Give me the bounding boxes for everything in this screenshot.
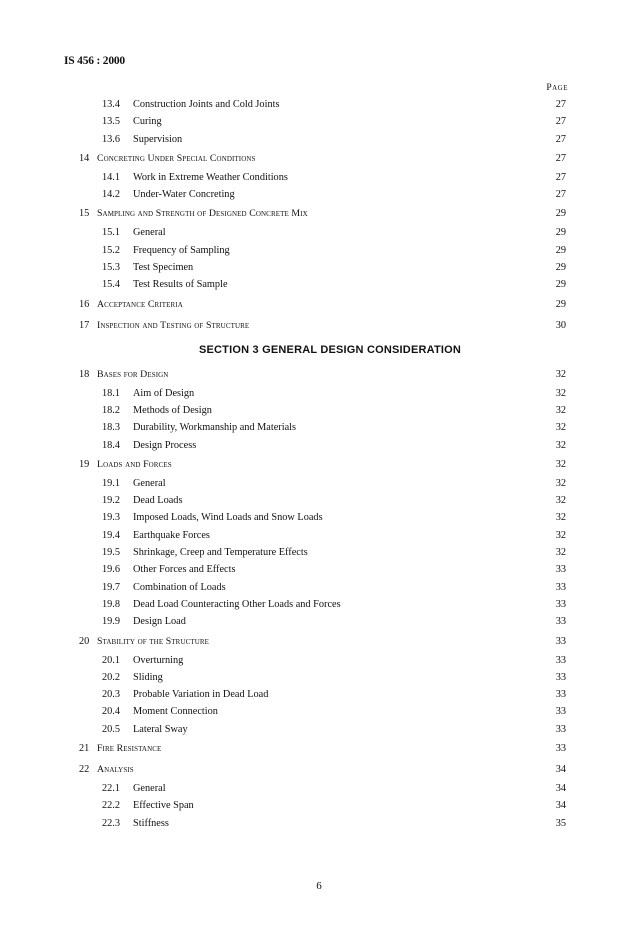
toc-title: Other Forces and Effects xyxy=(133,564,236,576)
toc-title: Test Results of Sample xyxy=(133,279,228,291)
toc-title: Lateral Sway xyxy=(133,723,188,735)
toc-title: Moment Connection xyxy=(133,706,218,718)
toc-subclause[interactable] xyxy=(64,131,566,148)
toc-title: Supervision xyxy=(133,133,183,145)
toc-page: 27 xyxy=(555,99,566,110)
toc-page: 33 xyxy=(555,616,566,628)
toc-subclause[interactable] xyxy=(64,544,566,561)
toc-title: Sampling and Strength of Designed Concrete Mix xyxy=(97,208,308,220)
toc-num: 21 xyxy=(79,743,90,755)
toc-subclause[interactable] xyxy=(64,492,566,509)
toc-title: Combination of Loads xyxy=(133,581,226,593)
toc-page: 32 xyxy=(555,477,566,489)
toc-title: Imposed Loads, Wind Loads and Snow Loads xyxy=(133,512,323,524)
toc-title: Concreting Under Special Conditions xyxy=(97,152,256,164)
toc-page: 27 xyxy=(555,116,566,128)
toc-num: 22.1 xyxy=(102,783,121,795)
toc-clause[interactable] xyxy=(64,315,566,336)
toc-num: 14 xyxy=(79,152,90,164)
toc-title: Test Specimen xyxy=(133,262,194,274)
toc-title: Durability, Workmanship and Materials xyxy=(133,422,297,434)
toc-page: 29 xyxy=(555,279,566,291)
toc-subclause[interactable] xyxy=(64,509,566,526)
toc-subclause[interactable] xyxy=(64,96,566,113)
toc-subclause[interactable] xyxy=(64,596,566,613)
section-heading: SECTION 3 GENERAL DESIGN CONSIDERATION xyxy=(198,343,462,356)
toc-title: Fire Resistance xyxy=(97,743,162,755)
toc-page: 34 xyxy=(555,800,566,812)
toc-clause[interactable] xyxy=(64,364,566,385)
toc-num: 22.3 xyxy=(102,817,121,829)
toc-clause[interactable] xyxy=(64,294,566,315)
toc-clause[interactable] xyxy=(64,738,566,759)
toc-subclause[interactable] xyxy=(64,276,566,293)
toc-title: Effective Span xyxy=(133,800,194,812)
toc-subclause[interactable] xyxy=(64,815,566,832)
toc-page: 32 xyxy=(555,547,566,559)
toc-page: 30 xyxy=(555,319,566,331)
toc-page: 33 xyxy=(555,723,566,735)
toc-page: 29 xyxy=(555,298,566,310)
toc-subclause[interactable] xyxy=(64,686,566,703)
toc-num: 16 xyxy=(79,298,90,310)
toc-subclause[interactable] xyxy=(64,224,566,241)
toc-subclause[interactable] xyxy=(64,437,566,454)
toc-page: 33 xyxy=(555,598,566,610)
toc-subclause[interactable] xyxy=(64,561,566,578)
toc-page: 27 xyxy=(555,171,566,183)
toc-num: 22.2 xyxy=(102,800,121,812)
toc-num: 19.4 xyxy=(102,529,121,541)
toc-title: Aim of Design xyxy=(133,387,195,399)
toc-num: 14.2 xyxy=(102,189,121,201)
toc-subclause[interactable] xyxy=(64,242,566,259)
toc-num: 18.1 xyxy=(102,387,121,399)
toc-num: 13.6 xyxy=(102,133,121,145)
toc-subclause[interactable] xyxy=(64,579,566,596)
toc-title: Curing xyxy=(133,116,162,128)
toc-num: 18.3 xyxy=(102,422,121,434)
toc-num: 20.5 xyxy=(102,723,121,735)
toc-subclause[interactable] xyxy=(64,475,566,492)
toc-title: Analysis xyxy=(97,764,134,776)
toc-page: 27 xyxy=(555,133,566,145)
toc-subclause[interactable] xyxy=(64,169,566,186)
toc-num: 19.8 xyxy=(102,598,121,610)
toc-num: 19.1 xyxy=(102,477,121,489)
toc-page: 29 xyxy=(555,244,566,256)
toc-num: 15.1 xyxy=(102,227,121,239)
toc-page: 34 xyxy=(555,783,566,795)
toc-page: 32 xyxy=(555,458,566,470)
toc-title: General xyxy=(133,477,166,489)
toc-title: Design Load xyxy=(133,616,186,628)
toc-num: 17 xyxy=(79,319,90,331)
toc-clause[interactable] xyxy=(64,203,566,224)
toc-num: 15.3 xyxy=(102,262,121,274)
toc-num: 15.2 xyxy=(102,244,121,256)
toc-page: 32 xyxy=(555,439,566,451)
toc-num: 19.2 xyxy=(102,495,121,507)
table-of-contents xyxy=(64,96,566,832)
toc-title: Sliding xyxy=(133,671,163,683)
page-column-label: Page xyxy=(546,83,568,93)
toc-title: Stability of the Structure xyxy=(97,635,210,647)
toc-title: Construction Joints and Cold Joints xyxy=(133,99,280,110)
toc-page: 33 xyxy=(555,743,566,755)
toc-page: 32 xyxy=(555,512,566,524)
toc-page: 29 xyxy=(555,208,566,220)
toc-page: 33 xyxy=(555,689,566,701)
toc-page: 29 xyxy=(555,262,566,274)
toc-subclause[interactable] xyxy=(64,419,566,436)
toc-num: 20.2 xyxy=(102,671,121,683)
standard-code: IS 456 : 2000 xyxy=(64,55,125,67)
toc-title: Under-Water Concreting xyxy=(133,189,235,201)
toc-page: 32 xyxy=(555,495,566,507)
toc-title: General xyxy=(133,227,166,239)
toc-title: Shrinkage, Creep and Temperature Effects xyxy=(133,547,308,559)
toc-num: 22 xyxy=(79,764,90,776)
toc-title: Work in Extreme Weather Conditions xyxy=(133,171,288,183)
toc-page: 33 xyxy=(555,635,566,647)
toc-page: 32 xyxy=(555,387,566,399)
toc-page: 33 xyxy=(555,654,566,666)
toc-subclause[interactable] xyxy=(64,527,566,544)
toc-num: 19.9 xyxy=(102,616,121,628)
toc-num: 13.5 xyxy=(102,116,121,128)
toc-num: 15 xyxy=(79,208,90,220)
toc-subclause[interactable] xyxy=(64,613,566,630)
toc-title: Frequency of Sampling xyxy=(133,244,230,256)
toc-page: 33 xyxy=(555,581,566,593)
toc-clause[interactable] xyxy=(64,631,566,652)
toc-num: 20.1 xyxy=(102,654,121,666)
toc-page: 32 xyxy=(555,368,566,380)
toc-page: 34 xyxy=(555,764,566,776)
toc-title: Inspection and Testing of Structure xyxy=(97,319,250,331)
toc-num: 20.3 xyxy=(102,689,121,701)
toc-num: 20 xyxy=(79,635,90,647)
toc-title: Acceptance Criteria xyxy=(97,298,183,310)
toc-page: 35 xyxy=(555,817,566,829)
toc-subclause[interactable] xyxy=(64,259,566,276)
toc-num: 19.5 xyxy=(102,547,121,559)
toc-subclause[interactable] xyxy=(64,780,566,797)
toc-num: 18.4 xyxy=(102,439,121,451)
toc-num: 14.1 xyxy=(102,171,121,183)
toc-page: 32 xyxy=(555,529,566,541)
toc-num: 15.4 xyxy=(102,279,121,291)
toc-title: Probable Variation in Dead Load xyxy=(133,689,269,701)
toc-title: Stiffness xyxy=(133,817,169,829)
toc-title: Dead Loads xyxy=(133,495,183,507)
toc-clause[interactable] xyxy=(64,759,566,780)
toc-title: Methods of Design xyxy=(133,404,212,416)
toc-page: 33 xyxy=(555,706,566,718)
toc-title: Design Process xyxy=(133,439,197,451)
toc-subclause[interactable] xyxy=(64,385,566,402)
toc-page: 27 xyxy=(555,152,566,164)
toc-subclause[interactable] xyxy=(64,652,566,669)
toc-page: 33 xyxy=(555,671,566,683)
toc-page: 32 xyxy=(555,422,566,434)
toc-title: Bases for Design xyxy=(97,368,169,380)
toc-num: 19.3 xyxy=(102,512,121,524)
toc-subclause[interactable] xyxy=(64,402,566,419)
toc-page: 32 xyxy=(555,404,566,416)
toc-num: 13.4 xyxy=(102,99,121,110)
toc-num: 19.6 xyxy=(102,564,121,576)
toc-title: General xyxy=(133,783,166,795)
toc-num: 19.7 xyxy=(102,581,121,593)
toc-page: 27 xyxy=(555,189,566,201)
toc-title: Overturning xyxy=(133,654,184,666)
page-number: 6 xyxy=(316,880,322,892)
toc-title: Loads and Forces xyxy=(97,458,172,470)
toc-subclause[interactable] xyxy=(64,186,566,203)
toc-subclause[interactable] xyxy=(64,721,566,738)
toc-page: 29 xyxy=(555,227,566,239)
toc-subclause[interactable] xyxy=(64,669,566,686)
toc-title: Dead Load Counteracting Other Loads and Forces xyxy=(133,598,341,610)
toc-num: 18 xyxy=(79,368,90,380)
toc-num: 18.2 xyxy=(102,404,121,416)
toc-clause[interactable] xyxy=(64,148,566,169)
toc-clause[interactable] xyxy=(64,454,566,475)
toc-subclause[interactable] xyxy=(64,797,566,814)
toc-subclause[interactable] xyxy=(64,113,566,130)
toc-num: 20.4 xyxy=(102,706,121,718)
toc-subclause[interactable] xyxy=(64,703,566,720)
toc-title: Earthquake Forces xyxy=(133,529,210,541)
toc-num: 19 xyxy=(79,458,90,470)
toc-page: 33 xyxy=(555,564,566,576)
